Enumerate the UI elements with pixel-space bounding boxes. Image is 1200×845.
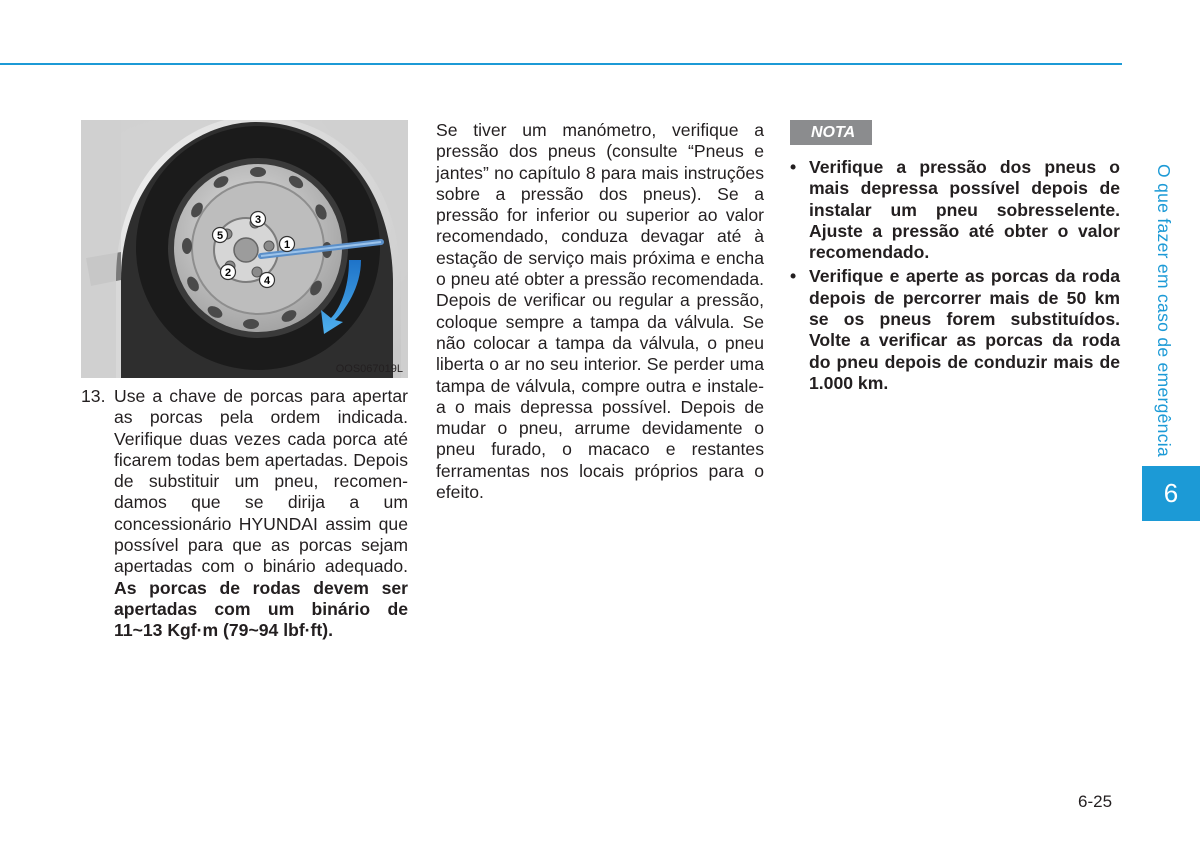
- nota-item-text: Verifique a pressão dos pneus o mais depressa possível depois de instalar um pneu sobresselente. Ajuste a pressão até obter o valor recomendado.: [809, 157, 1120, 263]
- nota-box: [790, 120, 1120, 397]
- nota-item-text: Verifique e aperte as porcas da roda depois de percorrer mais de 50 km se os pneus forem substituídos. Volte a verificar as porcas da roda do pneu depois de conduzir mais de 1.000 km.: [809, 266, 1120, 393]
- pressure-text: Se tiver um manómetro, verifique a pressão dos pneus (consulte “Pneus e jantes” no capítulo 8 para mais instruções sobre a pressão dos pneus). Se a pressão for inferior ou superior ao valor recomendado, conduza devagar até à estação de serviço mais próxima e encha o pneu até obter a pressão recomendada. Depois de verificar ou regular a pressão, coloque sempre a tampa da válvula. Se não colocar a tampa da válvula, o pneu liberta o ar no seu interior. Se perder uma tampa de válvula, compre outra e instale-a o mais depressa possível. Depois de mudar o pneu, arrume devidamente o pneu furado, o macaco e restantes ferramentas nos locais próprios para o efeito.: [436, 120, 764, 503]
- nut-number-1: 1: [283, 239, 291, 251]
- chapter-tab: 6: [1142, 466, 1200, 521]
- bullet-icon: •: [790, 266, 797, 287]
- figure-code: OOS067019L: [335, 363, 403, 375]
- step-13: [81, 386, 408, 642]
- torque-warning: As porcas de rodas devem ser apertadas com um binário de 11~13 Kgf·m (79~94 lbf·ft).: [114, 577, 408, 641]
- nota-list: [790, 157, 1120, 394]
- step-body: Use a chave de porcas para apertar as porcas pela ordem indicada. Verifique duas vezes cada porca até ficarem todas bem apertadas. Depois de substituir um pneu, recomen-damos que se dirija a um concessionário HYUNDAI assim que possível para que as porcas sejam apertadas com o binário adequado.: [114, 386, 408, 577]
- header-rule: [0, 63, 1122, 65]
- bullet-icon: •: [790, 157, 797, 177]
- step-text: [114, 386, 408, 642]
- page-number: 6-25: [1078, 792, 1113, 811]
- wheel-illustration: [81, 120, 408, 378]
- section-title: O que fazer em caso de emergência: [1153, 163, 1174, 457]
- nota-badge: NOTA: [790, 120, 872, 145]
- nut-number-2: 2: [224, 267, 232, 279]
- nut-number-4: 4: [263, 275, 271, 287]
- section-title-sidebar: [1143, 155, 1183, 465]
- nota-item: [790, 266, 1120, 394]
- nota-item: [790, 157, 1120, 263]
- step-number: 13.: [81, 386, 106, 406]
- nut-number-3: 3: [254, 214, 262, 226]
- nut-number-5: 5: [216, 230, 224, 242]
- pressure-paragraph: [436, 120, 764, 503]
- wheel-drawing: [81, 120, 408, 378]
